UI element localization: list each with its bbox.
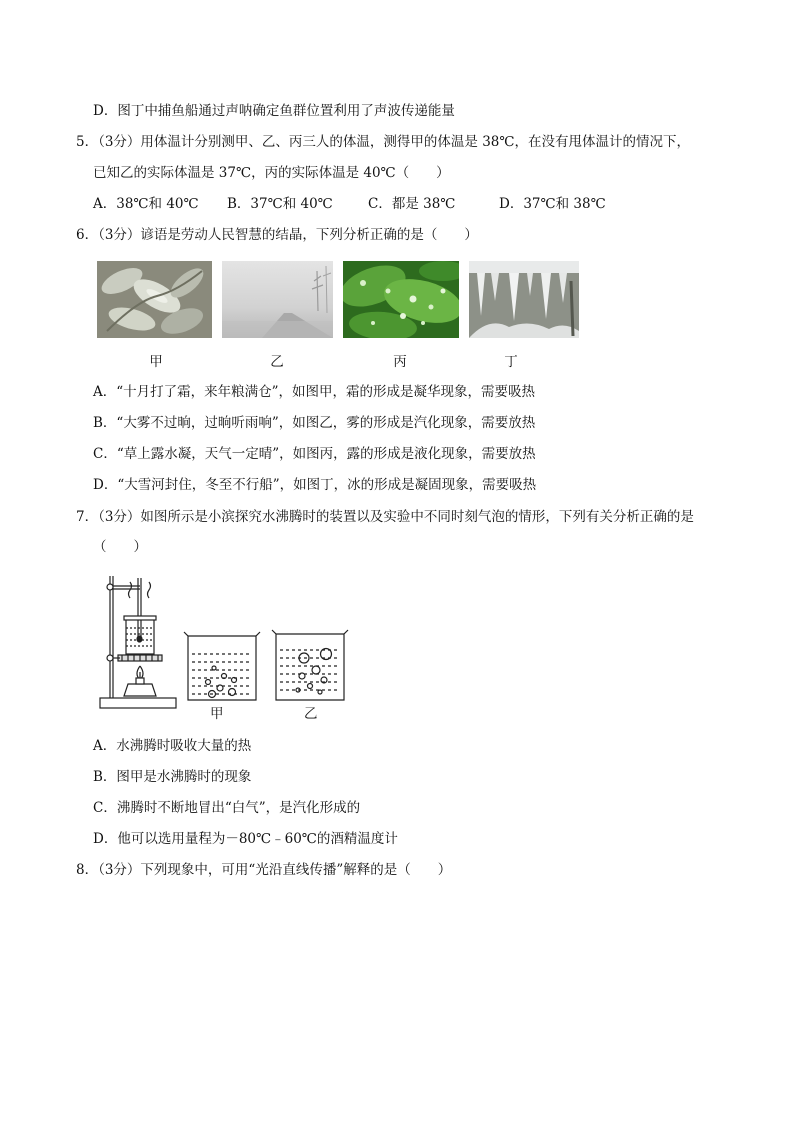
q6-option-a: A．“十月打了霜，来年粮满仓”，如图甲，霜的形成是凝华现象，需要吸热 (93, 384, 536, 400)
q5-option-c: C．都是 38℃ (368, 196, 456, 212)
photo-caption-jia: 甲 (149, 354, 163, 370)
q7-stem-line2: （ ） (93, 539, 147, 555)
q6-option-b: B．“大雾不过晌，过晌听雨响”，如图乙，雾的形成是汽化现象，需要放热 (93, 415, 536, 431)
q5-option-b: B．37℃和 40℃ (227, 196, 333, 212)
q5-stem-line1: 5．（3分）用体温计分别测甲、乙、丙三人的体温，测得甲的体温是 38℃，在没有甩体温计的情况下， (76, 134, 690, 150)
q6-option-d: D．“大雪河封住，冬至不行船”，如图丁，冰的形成是凝固现象，需要吸热 (93, 477, 537, 493)
q7-option-a: A．水沸腾时吸收大量的热 (93, 738, 252, 754)
q6-option-c: C．“草上露水凝，天气一定晴”，如图丙，露的形成是液化现象，需要放热 (93, 446, 536, 462)
q6-stem: 6．（3分）谚语是劳动人民智慧的结晶，下列分析正确的是（ ） (76, 227, 478, 243)
photo-caption-bing: 丙 (393, 354, 407, 370)
q5-stem-line2: 已知乙的实际体温是 37℃，丙的实际体温是 40℃（ ） (93, 165, 450, 181)
photo-caption-ding: 丁 (504, 354, 518, 370)
figure-label-yi: 乙 (304, 706, 318, 722)
fog-photo (222, 261, 333, 338)
figure-label-jia: 甲 (210, 706, 224, 722)
photo-caption-yi: 乙 (270, 354, 284, 370)
q8-stem: 8．（3分）下列现象中，可用“光沿直线传播”解释的是（ ） (76, 862, 452, 878)
dew-photo (343, 261, 459, 338)
q7-option-c: C．沸腾时不断地冒出“白气”，是汽化形成的 (93, 800, 361, 816)
q7-stem-line1: 7．（3分）如图所示是小滨探究水沸腾时的装置以及实验中不同时刻气泡的情形，下列有关分析正确的是 (76, 509, 694, 525)
q4-option-d: D．图丁中捕鱼船通过声呐确定鱼群位置利用了声波传递能量 (93, 103, 455, 119)
q5-option-a: A．38℃和 40℃ (93, 196, 199, 212)
q5-option-d: D．37℃和 38℃ (499, 196, 606, 212)
frost-photo (97, 261, 212, 338)
q7-option-b: B．图甲是水沸腾时的现象 (93, 769, 252, 785)
q5-options (93, 195, 713, 213)
q7-option-d: D．他可以选用量程为－80℃﹣60℃的酒精温度计 (93, 831, 398, 847)
ice-photo (469, 261, 579, 338)
boiling-apparatus-figure (96, 572, 356, 722)
